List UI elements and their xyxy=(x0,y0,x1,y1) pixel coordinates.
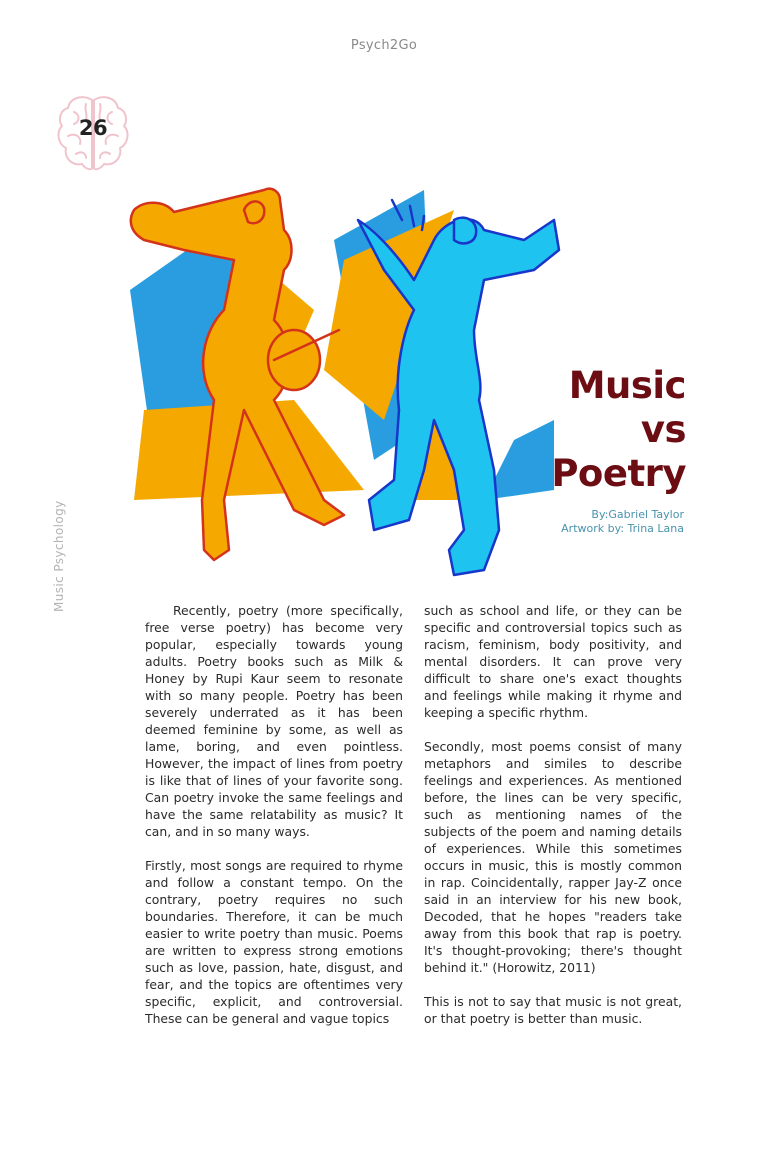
body-paragraph: Recently, poetry (more specifically, free verse poetry) has become very popular, especially towards young adults. Poetry books such as Milk & Honey by Rupi Kaur seem to resonate with so many people. Poetry has been severely underrated as it has been deemed feminine by some, as well as lame, boring, and even pointless. However, the impact of lines from poetry is like that of lines of your favorite song. Can poetry invoke the same feelings and have the same relatability as music? It can, and in so many ways. xyxy=(145,603,403,839)
body-paragraph: such as school and life, or they can be specific and controversial topics such as racism, feminism, body positivity, and mental disorders. It can prove very difficult to share one's exact thoughts and feelings while making it rhyme and keeping a specific rhythm. xyxy=(424,603,682,720)
title-line: vs xyxy=(640,408,686,451)
article-credits xyxy=(561,508,684,536)
body-column-left xyxy=(145,602,403,1044)
body-column-right xyxy=(424,602,682,1044)
dancers-artwork xyxy=(124,170,564,590)
byline: By:Gabriel Taylor xyxy=(591,508,684,521)
title-line: Poetry xyxy=(551,452,686,495)
body-paragraph: This is not to say that music is not great, or that poetry is better than music. xyxy=(424,994,682,1026)
page-number: 26 xyxy=(78,116,108,140)
article-title xyxy=(551,364,686,496)
title-line: Music xyxy=(568,364,686,407)
publication-name: Psych2Go xyxy=(350,38,418,53)
artwork-credit: Artwork by: Trina Lana xyxy=(561,522,684,535)
body-paragraph: Firstly, most songs are required to rhyme and follow a constant tempo. On the contrary, poetry requires no such boundaries. Therefore, it can be much easier to write poetry than music. Poems are written to express strong emotions such as love, passion, hate, disgust, and fear, and the topics are oftentimes very specific, explicit, and controversial. These can be general and vague topics xyxy=(145,858,403,1026)
body-paragraph: Secondly, most poems consist of many metaphors and similes to describe feelings and experiences. As mentioned before, the lines can be very specific, such as mentioning names of the subjects of the poem and naming details of experiences. While this sometimes occurs in music, this is mostly common in rap. Coincidentally, rapper Jay-Z once said in an interview for his new book, Decoded, that he hopes "readers take away from this book that rap is poetry. It's thought-provoking; there's thought behind it." (Horowitz, 2011) xyxy=(424,739,682,975)
page-badge xyxy=(56,92,130,176)
section-label: Music Psychology xyxy=(52,500,66,612)
